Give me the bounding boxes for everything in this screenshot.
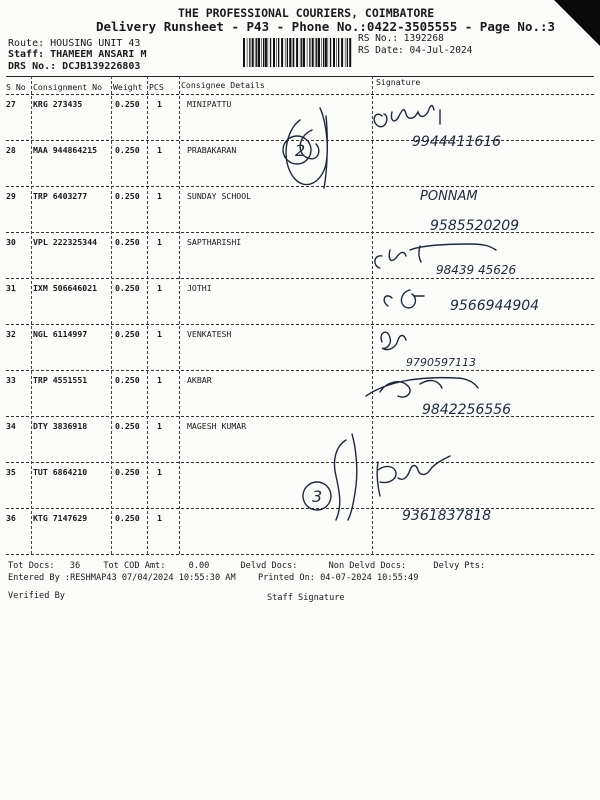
handwritten-name-row29: PONNAM <box>420 189 478 204</box>
handwritten-phone-row35: 9361837818 <box>402 508 492 524</box>
col-pcs: PCS <box>149 82 164 92</box>
cell-consignment: TRP 4551551 <box>33 375 88 385</box>
signature-row27 <box>374 106 440 127</box>
signature-row35 <box>377 456 450 496</box>
tot-cod-value: 0.00 <box>188 561 210 571</box>
cell-consignee: AKBAR <box>187 375 212 385</box>
handwritten-phone-row30: 98439 45626 <box>436 263 517 277</box>
delvd-docs-label: Delvd Docs: <box>240 561 298 571</box>
cell-weight: 0.250 <box>115 145 140 155</box>
footer-totals <box>8 561 485 571</box>
cell-consignment: MAA 944864215 <box>33 145 98 155</box>
cell-weight: 0.250 <box>115 375 140 385</box>
cell-pcs: 1 <box>157 237 162 247</box>
entered-by: Entered By :RESHMAP43 07/04/2024 10:55:30 AM <box>8 573 236 583</box>
cell-sno: 31 <box>6 283 16 293</box>
scribble-row28 <box>286 108 327 188</box>
cell-sno: 27 <box>6 99 16 109</box>
cell-weight: 0.250 <box>115 237 140 247</box>
handwritten-phone-row27: 9944411616 <box>412 134 502 150</box>
col-sno: S No <box>6 82 26 92</box>
non-delvd-docs-label: Non Delvd Docs: <box>328 561 407 571</box>
cell-sno: 32 <box>6 329 16 339</box>
col-signature: Signature <box>376 77 421 87</box>
signature-row33 <box>366 378 478 397</box>
cell-pcs: 1 <box>157 375 162 385</box>
cell-consignee: MINIPATTU <box>187 99 232 109</box>
cell-consignment: VPL 222325344 <box>33 237 98 247</box>
cell-pcs: 1 <box>157 99 162 109</box>
tot-docs-label: Tot Docs: <box>8 561 55 571</box>
cell-weight: 0.250 <box>115 421 140 431</box>
cell-pcs: 1 <box>157 421 162 431</box>
staff-label: Staff: THAMEEM ANSARI M <box>8 49 147 60</box>
scribble-row35 <box>334 434 356 520</box>
handwritten-phone-row29: 9585520209 <box>430 218 520 234</box>
cell-consignee: SUNDAY SCHOOL <box>187 191 252 201</box>
cell-sno: 28 <box>6 145 16 155</box>
cell-consignee: PRABAKARAN <box>187 145 237 155</box>
cell-weight: 0.250 <box>115 283 140 293</box>
col-weight: Weight <box>113 82 143 92</box>
col-consignment: Consignment No <box>33 82 103 92</box>
tot-cod-label: Tot COD Amt: <box>103 561 166 571</box>
cell-sno: 36 <box>6 513 16 523</box>
route-label: Route: HOUSING UNIT 43 <box>8 38 141 49</box>
cell-pcs: 1 <box>157 283 162 293</box>
cell-pcs: 1 <box>157 513 162 523</box>
cell-consignment: TUT 6864210 <box>33 467 88 477</box>
cell-weight: 0.250 <box>115 329 140 339</box>
handwritten-phone-row33: 9842256556 <box>422 402 512 418</box>
staff-signature-label: Staff Signature <box>267 593 345 603</box>
cell-pcs: 1 <box>157 191 162 201</box>
handwritten-phone-row32: 9790597113 <box>406 356 476 369</box>
cell-consignee: SAPTHARISHI <box>187 237 242 247</box>
cell-pcs: 1 <box>157 467 162 477</box>
cell-consignment: KTG 7147629 <box>33 513 88 523</box>
printed-on: Printed On: 04-07-2024 10:55:49 <box>258 573 419 583</box>
handwritten-circle-2: 2 <box>295 141 306 160</box>
cell-sno: 29 <box>6 191 16 201</box>
cell-sno: 30 <box>6 237 16 247</box>
cell-sno: 33 <box>6 375 16 385</box>
drs-number: DRS No.: DCJB139226803 <box>8 61 141 72</box>
col-consignee: Consignee Details <box>181 80 265 90</box>
cell-sno: 34 <box>6 421 16 431</box>
cell-weight: 0.250 <box>115 513 140 523</box>
verified-by: Verified By <box>8 591 65 601</box>
handwritten-circle-3: 3 <box>312 487 323 506</box>
cell-consignee: MAGESH KUMAR <box>187 421 247 431</box>
cell-consignment: DTY 3836918 <box>33 421 88 431</box>
signature-row32 <box>381 332 406 349</box>
cell-pcs: 1 <box>157 145 162 155</box>
cell-pcs: 1 <box>157 329 162 339</box>
rs-number: RS No.: 1392268 <box>358 33 444 44</box>
handwritten-phone-row31: 9566944904 <box>450 298 540 314</box>
cell-consignment: NGL 6114997 <box>33 329 88 339</box>
cell-sno: 35 <box>6 467 16 477</box>
cell-consignment: IXM 506646021 <box>33 283 98 293</box>
cell-consignment: KRG 273435 <box>33 99 83 109</box>
cell-weight: 0.250 <box>115 191 140 201</box>
cell-consignment: TRP 6403277 <box>33 191 88 201</box>
rs-date: RS Date: 04-Jul-2024 <box>358 45 473 56</box>
runsheet-title: Delivery Runsheet - P43 - Phone No.:0422-3505555 - Page No.:3 <box>96 19 556 34</box>
delvy-pts-label: Delvy Pts: <box>433 561 486 571</box>
cell-consignee: VENKATESH <box>187 329 232 339</box>
company-name: THE PROFESSIONAL COURIERS, COIMBATORE <box>178 6 435 20</box>
cell-consignee: JOTHI <box>187 283 212 293</box>
signature-row31 <box>384 290 424 308</box>
cell-weight: 0.250 <box>115 467 140 477</box>
cell-weight: 0.250 <box>115 99 140 109</box>
tot-docs-value: 36 <box>69 561 81 571</box>
